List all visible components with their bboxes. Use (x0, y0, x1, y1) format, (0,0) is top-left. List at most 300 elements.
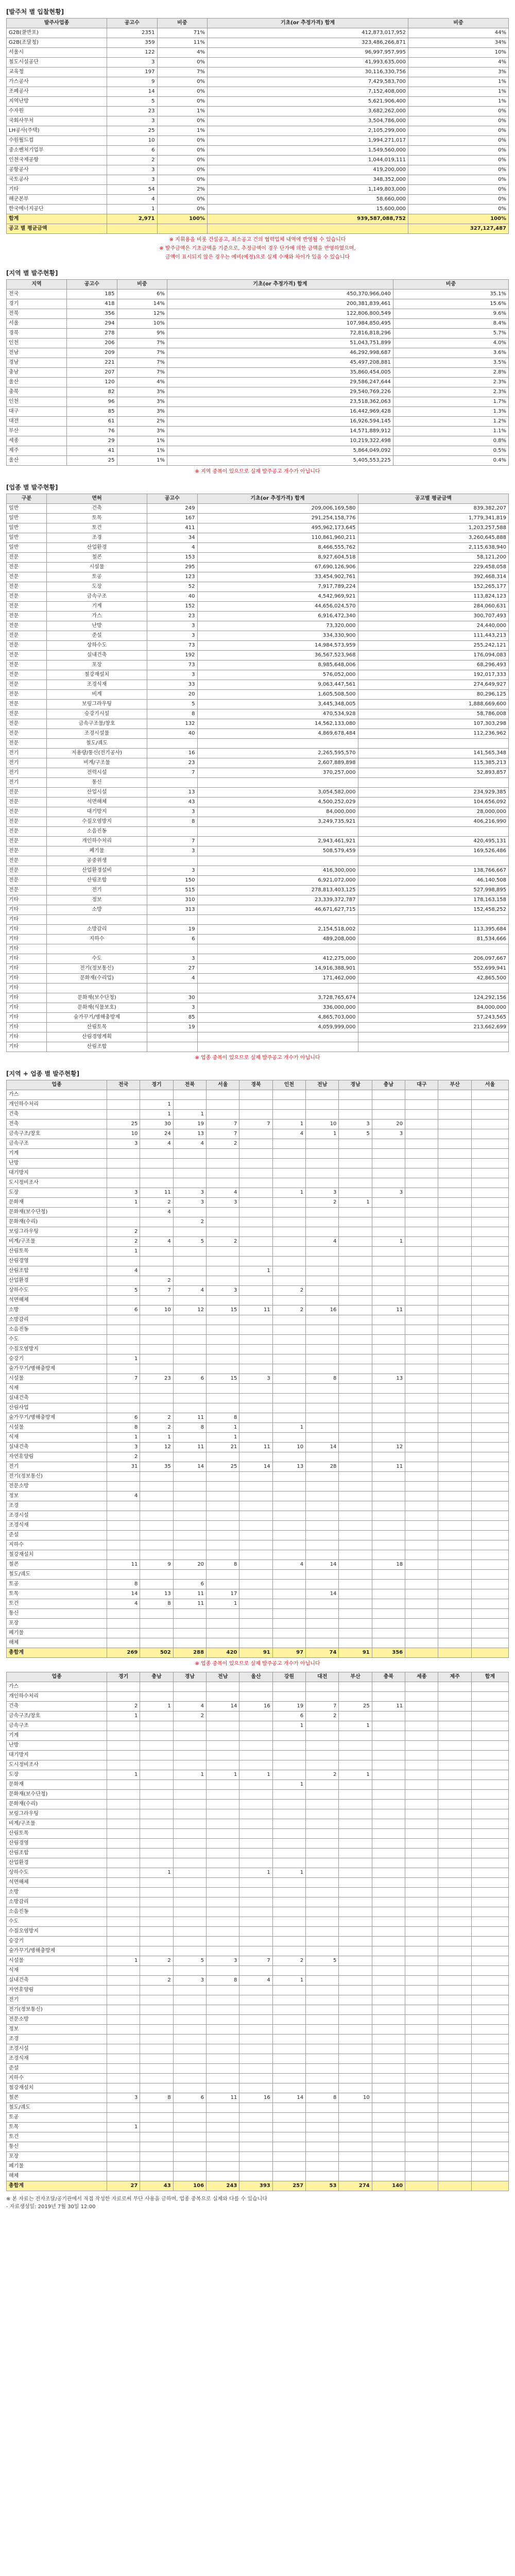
table-cell: 359 (107, 38, 158, 48)
table-cell: 인천국제공항 (7, 156, 107, 165)
table-cell: 2 (207, 1237, 239, 1247)
table-cell (339, 1809, 372, 1819)
table-cell: 7 (147, 768, 198, 778)
table-cell (471, 1868, 508, 1878)
table-cell: 식재 (7, 1384, 107, 1394)
table-cell (339, 1384, 372, 1394)
table-cell: 16 (239, 2093, 272, 2103)
table-cell: 18 (372, 1560, 405, 1570)
table-cell: 상하수도 (7, 1286, 107, 1296)
table-cell (438, 1619, 471, 1629)
table-cell: 152 (147, 602, 198, 612)
table-cell: 해체 (7, 1638, 107, 1648)
table-cell: 3.5% (393, 358, 508, 368)
table-cell: 기타 (7, 944, 47, 954)
table-cell: 1 (140, 1110, 173, 1120)
table-cell: 5,621,906,400 (208, 97, 408, 107)
table-cell (239, 1168, 272, 1178)
table-cell (147, 1032, 198, 1042)
table-cell: 실내건축 (47, 651, 147, 660)
table-cell (173, 1780, 206, 1790)
table-cell: 46,292,998,687 (167, 348, 393, 358)
table-cell (372, 1394, 405, 1403)
table-cell (173, 2123, 206, 2132)
table-cell (107, 1878, 140, 1888)
table-cell (173, 1492, 206, 1501)
table-cell: 11 (173, 1589, 206, 1599)
table-cell: 6 (173, 1374, 206, 1384)
table-cell (272, 2083, 305, 2093)
table-cell: 10 (107, 136, 158, 146)
table-cell (471, 1296, 508, 1306)
table-cell (207, 1927, 239, 1937)
table-cell: 토건 (47, 523, 147, 533)
table-cell (405, 2172, 438, 2181)
table-cell (173, 1540, 206, 1550)
table-cell: 자연휴양림 (7, 1986, 107, 1995)
table-cell: 106 (173, 2181, 206, 2191)
table-cell (207, 2123, 239, 2132)
table-cell: 52 (147, 582, 198, 592)
table-row (7, 1702, 509, 1711)
table-cell (438, 1364, 471, 1374)
table-cell: 508,579,459 (197, 846, 358, 856)
table-cell (207, 1354, 239, 1364)
table-cell (272, 1452, 305, 1462)
column-header: 부산 (339, 1672, 372, 1682)
table-cell (173, 1907, 206, 1917)
table-cell (140, 1345, 173, 1354)
table-cell (140, 1619, 173, 1629)
table-cell (239, 1335, 272, 1345)
table-cell: 3 (306, 1188, 339, 1198)
table-cell: 산림조합 (7, 1266, 107, 1276)
table-cell (306, 1741, 339, 1751)
table-cell (405, 1937, 438, 1946)
table-cell: 13 (372, 1374, 405, 1384)
table-cell (272, 1413, 305, 1423)
table-cell (438, 1907, 471, 1917)
table-cell: 1.1% (393, 427, 508, 436)
table-cell: 213,662,699 (358, 1023, 509, 1032)
table-row (7, 1888, 509, 1897)
table-cell (306, 1780, 339, 1790)
table-cell: 전문 (7, 631, 47, 641)
table-cell (140, 1217, 173, 1227)
table-cell (140, 1638, 173, 1648)
table-cell (339, 1966, 372, 1976)
table-cell: 0% (408, 156, 509, 165)
table-cell: 33,454,902,761 (197, 572, 358, 582)
table-cell (173, 2054, 206, 2064)
table-cell (207, 1741, 239, 1751)
table-cell (173, 1501, 206, 1511)
table-cell: 120 (67, 378, 117, 387)
table-cell (306, 1937, 339, 1946)
table-cell (471, 1266, 508, 1276)
table-cell (339, 1433, 372, 1443)
table-row (7, 214, 509, 224)
table-cell (471, 1208, 508, 1217)
table-cell (471, 1907, 508, 1917)
table-cell (438, 1178, 471, 1188)
table-cell: 건축 (7, 1702, 107, 1711)
table-row (7, 700, 509, 709)
table-cell (272, 1540, 305, 1550)
table-row (7, 837, 509, 846)
table-cell: 11 (372, 1462, 405, 1472)
table-cell (173, 1531, 206, 1540)
table-cell (173, 1790, 206, 1800)
table-cell (372, 1247, 405, 1257)
table-row (7, 1858, 509, 1868)
table-row (7, 602, 509, 612)
table-cell (107, 2162, 140, 2172)
table-cell (173, 1482, 206, 1492)
table-cell: 53 (306, 2181, 339, 2191)
table-cell: 3 (147, 1003, 198, 1013)
table-cell (438, 1609, 471, 1619)
table-cell (239, 1345, 272, 1354)
table-row (7, 77, 509, 87)
table-cell: 3,445,348,005 (197, 700, 358, 709)
table-cell: 0% (408, 146, 509, 156)
table-cell: 552,699,941 (358, 964, 509, 974)
table-cell: 문화재(보수단청) (47, 993, 147, 1003)
table-cell (438, 1780, 471, 1790)
table-cell (372, 2132, 405, 2142)
table-cell: 1% (408, 97, 509, 107)
table-cell (173, 1296, 206, 1306)
table-cell (339, 1472, 372, 1482)
table-cell (339, 1878, 372, 1888)
table-cell: 대기방지 (7, 1168, 107, 1178)
table-row (7, 1374, 509, 1384)
table-cell (272, 1345, 305, 1354)
table-cell (239, 1208, 272, 1217)
table-cell: 개인하수처리 (7, 1100, 107, 1110)
table-cell (372, 1829, 405, 1839)
table-cell: 3 (147, 670, 198, 680)
table-cell: 1 (372, 1237, 405, 1247)
table-cell: 시설물 (47, 563, 147, 572)
table-cell: 25 (67, 456, 117, 466)
table-cell (438, 2044, 471, 2054)
table-cell (339, 1511, 372, 1521)
table-cell (405, 1589, 438, 1599)
table-row (7, 1433, 509, 1443)
table-cell: 전문 (7, 856, 47, 866)
table-cell (405, 1819, 438, 1829)
table-cell: 문화재(보수단청) (7, 1208, 107, 1217)
table-row (7, 866, 509, 876)
table-cell (239, 2123, 272, 2132)
table-cell: 2,943,461,921 (197, 837, 358, 846)
table-cell (107, 1335, 140, 1345)
table-cell (207, 1178, 239, 1188)
column-header: 강원 (272, 1672, 305, 1682)
table-row (7, 1501, 509, 1511)
table-cell (438, 1731, 471, 1741)
table-cell (405, 2103, 438, 2113)
table-cell: 총합계 (7, 2181, 107, 2191)
table-cell: 15 (207, 1374, 239, 1384)
table-cell: 288 (173, 1648, 206, 1658)
table-cell: 489,208,000 (197, 935, 358, 944)
table-cell: 21 (207, 1443, 239, 1452)
table-cell (306, 1839, 339, 1849)
table-cell: 대기방지 (47, 807, 147, 817)
table-cell: 0% (157, 205, 208, 214)
table-cell (372, 1315, 405, 1325)
table-cell: 4 (140, 1139, 173, 1149)
table-header-row (7, 1672, 509, 1682)
table-cell (107, 1829, 140, 1839)
table-cell (339, 1374, 372, 1384)
table-cell: 7% (117, 338, 167, 348)
table-cell (140, 1849, 173, 1858)
table-cell (438, 1139, 471, 1149)
table-cell: 356 (67, 309, 117, 319)
table-cell: 문화재(식물보호) (47, 1003, 147, 1013)
table-cell (339, 1139, 372, 1149)
table-cell (339, 1266, 372, 1276)
table-cell (107, 1550, 140, 1560)
table-cell (405, 1394, 438, 1403)
column-header: 합계 (471, 1672, 508, 1682)
table-cell (438, 2162, 471, 2172)
table-cell (173, 1829, 206, 1839)
table-cell (372, 1760, 405, 1770)
table-cell: 토목 (7, 1589, 107, 1599)
table-row (7, 2005, 509, 2015)
table-cell (405, 1384, 438, 1394)
table-cell (339, 1780, 372, 1790)
table-row (7, 1276, 509, 1286)
table-cell (405, 1492, 438, 1501)
table-cell (107, 2152, 140, 2162)
table-cell (173, 1178, 206, 1188)
table-cell (173, 1946, 206, 1956)
table-cell (405, 1809, 438, 1819)
table-row (7, 1443, 509, 1452)
table-cell (207, 1217, 239, 1227)
table-cell (272, 1257, 305, 1266)
table-cell: 조경시설 (7, 1511, 107, 1521)
table-row (7, 224, 509, 234)
table-cell (372, 1800, 405, 1809)
table-cell: 207 (67, 368, 117, 378)
table-cell: 200,381,839,461 (167, 299, 393, 309)
table-cell (471, 1178, 508, 1188)
table-cell: 470,534,928 (197, 709, 358, 719)
table-row (7, 1423, 509, 1433)
table-cell: 72,816,818,296 (167, 329, 393, 338)
table-cell (471, 1276, 508, 1286)
table-cell (207, 1403, 239, 1413)
table-cell: 1,549,560,000 (208, 146, 408, 156)
table-cell (405, 2083, 438, 2093)
table-cell (140, 1770, 173, 1780)
table-row (7, 788, 509, 798)
table-row (7, 2103, 509, 2113)
table-row (7, 1159, 509, 1168)
table-cell (471, 1702, 508, 1711)
table-row (7, 1819, 509, 1829)
table-cell: 기타 (7, 1013, 47, 1023)
table-cell: 7 (107, 1374, 140, 1384)
table-cell: 실내건축 (7, 1976, 107, 1986)
table-cell: 합계 (7, 214, 107, 224)
table-cell: 10,219,322,498 (167, 436, 393, 446)
table-cell: 3 (147, 631, 198, 641)
table-cell (239, 1090, 272, 1100)
table-cell (405, 2025, 438, 2035)
table-cell (272, 1472, 305, 1482)
table-cell (173, 1521, 206, 1531)
table-cell (107, 1995, 140, 2005)
table-cell: 산림토목 (7, 1829, 107, 1839)
table-cell (207, 1511, 239, 1521)
table-cell (207, 1364, 239, 1374)
table-cell: 4 (272, 1560, 305, 1570)
table-cell (438, 1110, 471, 1120)
table-row (7, 1394, 509, 1403)
table-cell (438, 2005, 471, 2015)
table-cell: 28,000,000 (358, 807, 509, 817)
table-row (7, 817, 509, 827)
table-cell: 문화재(수리) (7, 1217, 107, 1227)
table-cell (239, 1247, 272, 1257)
table-cell: 4 (173, 1702, 206, 1711)
table-cell: 1 (107, 2123, 140, 2132)
table-cell (471, 1325, 508, 1335)
table-cell (471, 2103, 508, 2113)
table-cell: 73 (147, 660, 198, 670)
table-cell (372, 1286, 405, 1296)
table-cell: 기타 (7, 925, 47, 935)
table-cell (140, 2054, 173, 2064)
table-cell (339, 1580, 372, 1589)
table-cell: 전문 (7, 798, 47, 807)
table-cell (239, 1531, 272, 1540)
table-cell (438, 1760, 471, 1770)
table-cell (207, 1609, 239, 1619)
table-cell: 철도/궤도 (7, 2103, 107, 2113)
table-cell (372, 1110, 405, 1120)
table-cell (306, 1521, 339, 1531)
table-cell (471, 1511, 508, 1521)
column-header: 전북 (173, 1080, 206, 1090)
table-cell (339, 1492, 372, 1501)
table-cell: 전문 (7, 729, 47, 739)
table-cell: 229,458,058 (358, 563, 509, 572)
table-cell (471, 1849, 508, 1858)
table-cell (471, 1731, 508, 1741)
table-cell: 소방감리 (47, 925, 147, 935)
table-cell (306, 1917, 339, 1927)
table-cell (207, 2113, 239, 2123)
table-cell (471, 1638, 508, 1648)
table-cell: 27 (147, 964, 198, 974)
table-cell (405, 1531, 438, 1540)
table-cell (339, 1178, 372, 1188)
table-cell: 1 (272, 1120, 305, 1129)
table-cell: 450,370,966,040 (167, 290, 393, 299)
table-cell (405, 1609, 438, 1619)
table-cell: 19 (147, 925, 198, 935)
table-cell: 2 (107, 1227, 140, 1237)
table-cell (438, 1839, 471, 1849)
table-cell (173, 1403, 206, 1413)
table-cell: 1 (272, 1976, 305, 1986)
table-cell: 4% (157, 48, 208, 58)
table-cell (339, 2132, 372, 2142)
footer-line: ※ 본 자료는 전자조달/공기관에서 직접 작성한 자료로써 무단 사용을 금하며, 업종 중복으로 실제와 다를 수 있습니다 (6, 2196, 267, 2202)
table-row (7, 436, 509, 446)
table-cell: 조경 (47, 533, 147, 543)
table-cell (306, 2005, 339, 2015)
table-cell (438, 1849, 471, 1858)
table-cell (239, 1800, 272, 1809)
table-cell (339, 1345, 372, 1354)
table-cell: 171,462,000 (197, 974, 358, 984)
table-cell (207, 2152, 239, 2162)
table-cell (239, 1995, 272, 2005)
table-row (7, 768, 509, 778)
table-cell (147, 915, 198, 925)
column-header: 발주사업종 (7, 19, 107, 28)
table-cell (173, 1917, 206, 1927)
table-cell (438, 1790, 471, 1800)
table-cell (438, 1433, 471, 1443)
table-cell (339, 1927, 372, 1937)
table-cell (306, 1482, 339, 1492)
table-cell: 17 (207, 1589, 239, 1599)
table-cell: 13 (147, 788, 198, 798)
table-cell (107, 2054, 140, 2064)
table-cell (372, 1540, 405, 1550)
table-cell (107, 1570, 140, 1580)
table-cell (306, 1335, 339, 1345)
table-cell (438, 1966, 471, 1976)
table-cell (438, 1829, 471, 1839)
table-cell: 조폐공사 (7, 87, 107, 97)
table-cell (239, 2054, 272, 2064)
table-cell (405, 2044, 438, 2054)
table-cell (272, 1692, 305, 1702)
table-cell (405, 2054, 438, 2064)
table-header-row (7, 19, 509, 28)
table-cell: 7,152,408,000 (208, 87, 408, 97)
table-cell (405, 1403, 438, 1413)
table-cell (306, 1849, 339, 1858)
table-cell: 3,260,645,888 (358, 533, 509, 543)
table-cell: 1,779,341,819 (358, 514, 509, 523)
table-row (7, 1032, 509, 1042)
table-cell (157, 224, 208, 234)
table-cell: 전문 (7, 837, 47, 846)
table-cell (239, 1580, 272, 1589)
table-cell: 철강재설치 (7, 2083, 107, 2093)
table-cell: 124,292,156 (358, 993, 509, 1003)
table-cell: 9.6% (393, 309, 508, 319)
table-cell (405, 1452, 438, 1462)
table-cell (306, 1986, 339, 1995)
table-cell (207, 1780, 239, 1790)
table-cell: 3 (173, 1198, 206, 1208)
table-cell (147, 778, 198, 788)
